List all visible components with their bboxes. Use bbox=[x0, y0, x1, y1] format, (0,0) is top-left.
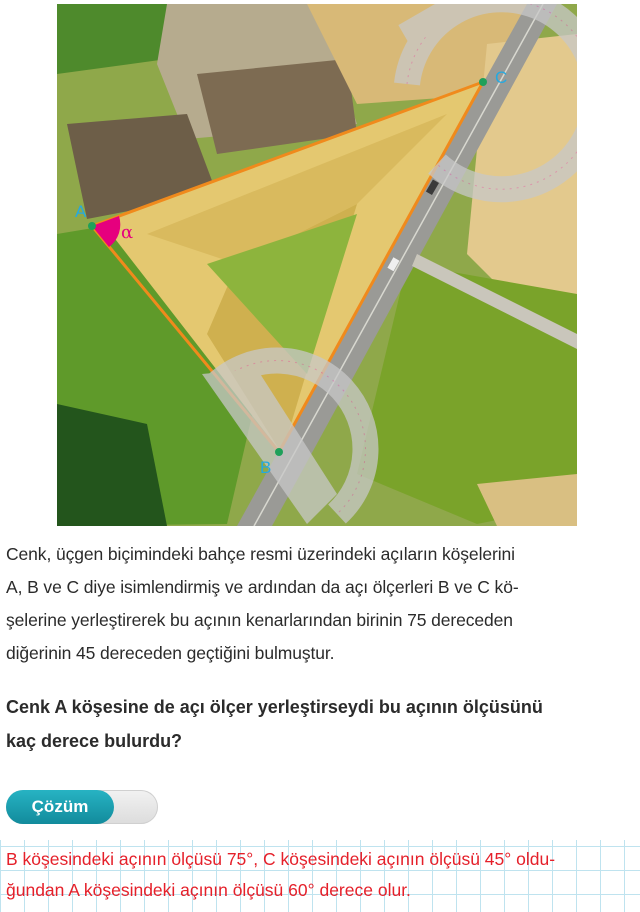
question-line: kaç derece bulurdu? bbox=[6, 731, 183, 751]
paragraph-line: A, B ve C diye isimlendirmiş ve ardından da açı ölçerleri B ve C kö- bbox=[6, 577, 519, 597]
solution-box bbox=[0, 840, 640, 912]
paragraph-line: diğerinin 45 dereceden geçtiğini bulmuştur. bbox=[6, 643, 335, 663]
vertex-b-label: B bbox=[260, 458, 272, 477]
solution-text bbox=[6, 844, 634, 906]
solution-header bbox=[6, 790, 158, 824]
paragraph-line: Cenk, üçgen biçimindeki bahçe resmi üzerindeki açıların köşelerini bbox=[6, 544, 515, 564]
angle-alpha-label: α bbox=[121, 222, 134, 243]
question-text bbox=[6, 690, 634, 758]
paragraph-line: şelerine yerleştirerek bu açının kenarlarından birinin 75 dereceden bbox=[6, 610, 513, 630]
solution-line: B köşesindeki açının ölçüsü 75°, C köşesindeki açının ölçüsü 45° oldu- bbox=[6, 849, 556, 869]
question-line: Cenk A köşesine de açı ölçer yerleştirseydi bu açının ölçüsünü bbox=[6, 697, 543, 717]
problem-paragraph bbox=[6, 538, 634, 670]
solution-line: ğundan A köşesindeki açının ölçüsü 60° derece olur. bbox=[6, 880, 411, 900]
vertex-a-label: A bbox=[75, 202, 87, 221]
aerial-photo-figure bbox=[57, 4, 577, 526]
vertex-c-label: C bbox=[495, 68, 508, 87]
solution-label: Çözüm bbox=[6, 790, 114, 824]
